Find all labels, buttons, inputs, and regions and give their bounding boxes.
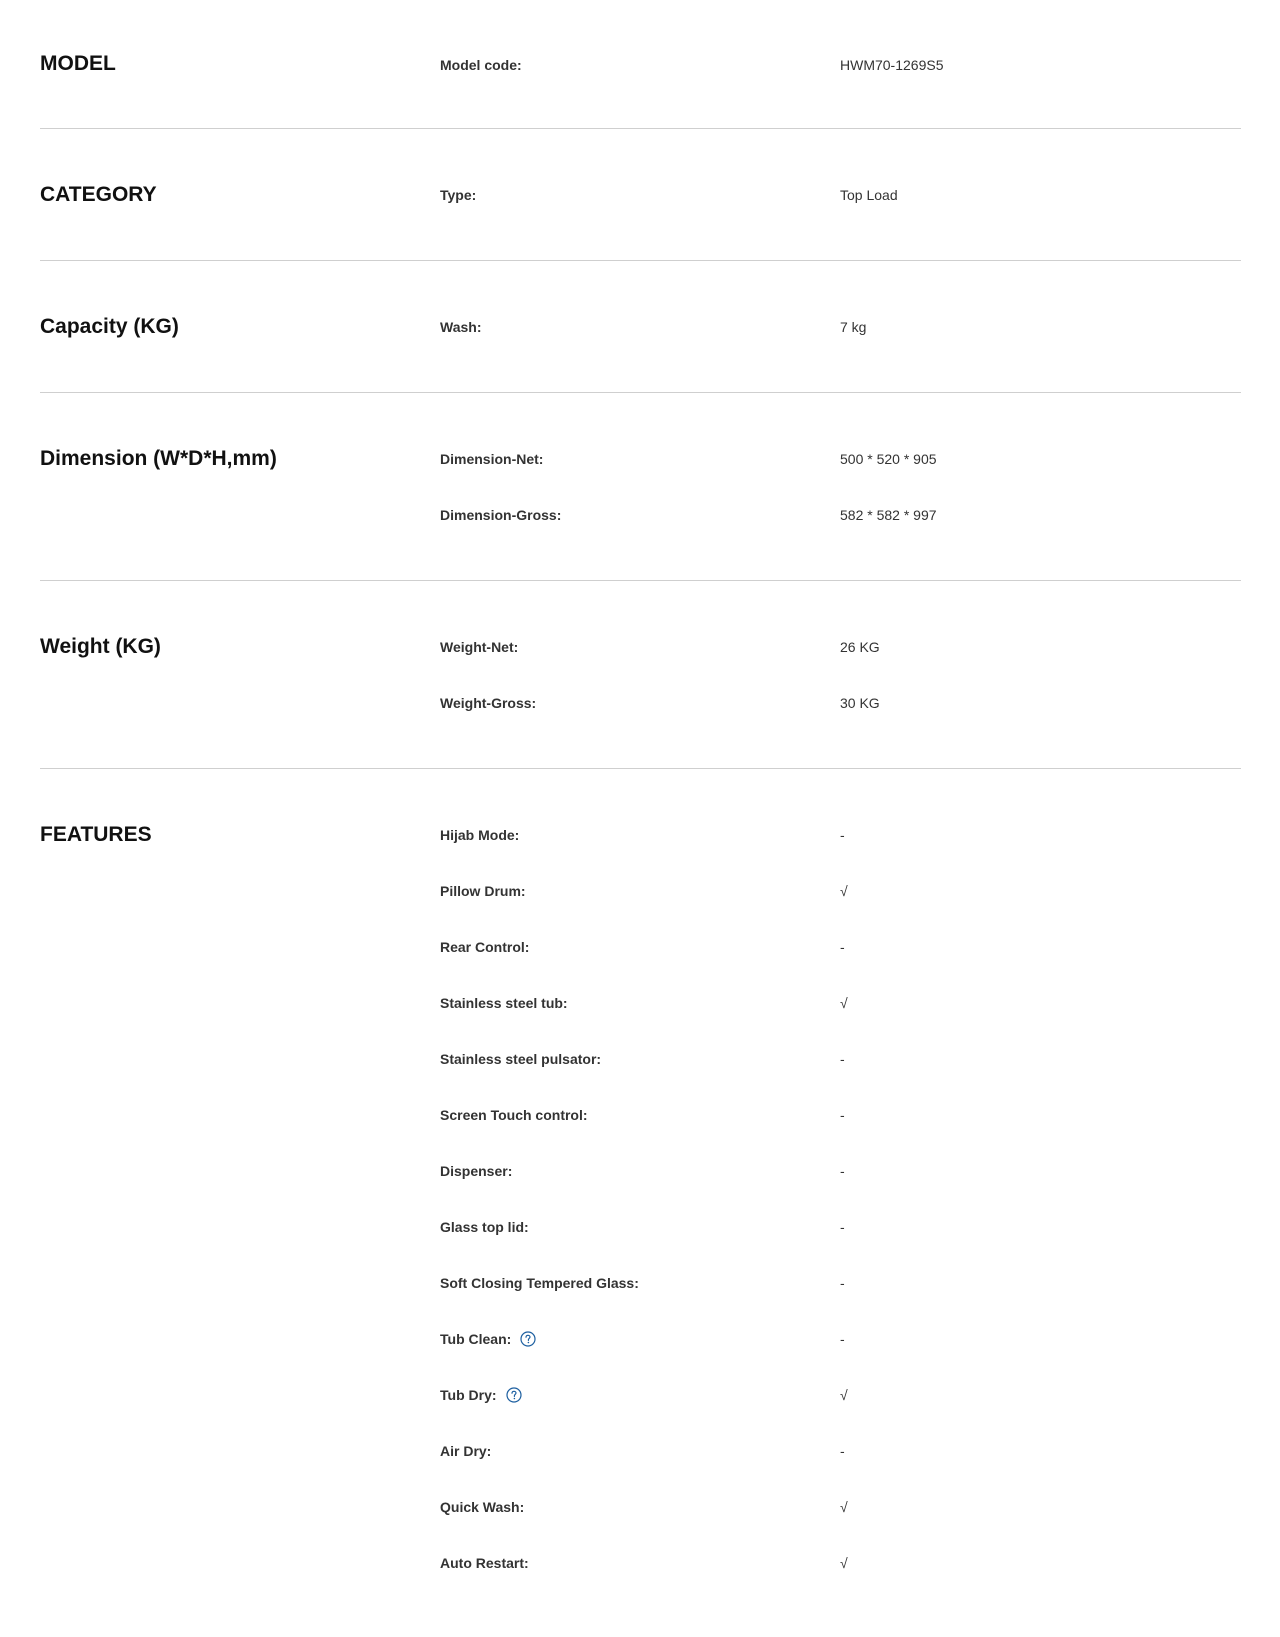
section-title: CATEGORY (40, 183, 157, 206)
section-title: Weight (KG) (40, 635, 161, 658)
spec-label: Model code: (440, 57, 522, 73)
spec-section-features (40, 769, 1241, 1637)
spec-value: - (840, 1275, 845, 1291)
spec-value: - (840, 1443, 845, 1459)
spec-label: Auto Restart: (440, 1555, 529, 1571)
spec-value: - (840, 1051, 845, 1067)
spec-value: 7 kg (840, 319, 867, 335)
spec-row (440, 931, 1241, 987)
spec-value: - (840, 1331, 845, 1347)
spec-label: Tub Dry: (440, 1387, 497, 1403)
spec-value: - (840, 939, 845, 955)
spec-label-with-help (440, 1323, 840, 1355)
spec-value: Top Load (840, 187, 898, 203)
spec-label: Stainless steel pulsator: (440, 1051, 602, 1067)
spec-label: Quick Wash: (440, 1499, 525, 1515)
spec-row (440, 1043, 1241, 1099)
spec-label: Dimension-Net: (440, 451, 544, 467)
spec-label: Weight-Gross: (440, 695, 537, 711)
section-title: Capacity (KG) (40, 315, 179, 338)
spec-value: - (840, 1163, 845, 1179)
spec-label: Tub Clean: (440, 1331, 512, 1347)
spec-label: Wash: (440, 319, 482, 335)
spec-row (440, 1379, 1241, 1435)
spec-value: - (840, 1107, 845, 1123)
spec-value: 26 KG (840, 639, 880, 655)
spec-row (440, 1211, 1241, 1267)
spec-row (440, 311, 1241, 367)
spec-value: 582 * 582 * 997 (840, 507, 937, 523)
spec-row (440, 49, 1241, 105)
spec-row (440, 987, 1241, 1043)
spec-value: 500 * 520 * 905 (840, 451, 937, 467)
spec-rows (440, 581, 1241, 768)
spec-row (440, 1099, 1241, 1155)
spec-label: Type: (440, 187, 477, 203)
spec-section-category (40, 129, 1241, 261)
spec-rows (440, 0, 1241, 128)
spec-row (440, 875, 1241, 931)
spec-label-with-help (440, 1379, 840, 1411)
spec-row (440, 1435, 1241, 1491)
section-title: FEATURES (40, 823, 152, 846)
spec-row (440, 687, 1241, 743)
spec-value: √ (840, 1387, 848, 1403)
spec-section-capacity (40, 261, 1241, 393)
spec-row (440, 631, 1241, 687)
spec-value: √ (840, 1555, 848, 1571)
question-circle-icon[interactable] (506, 1387, 522, 1403)
spec-row (440, 443, 1241, 499)
spec-label: Stainless steel tub: (440, 995, 568, 1011)
section-title: Dimension (W*D*H,mm) (40, 447, 277, 470)
question-circle-icon[interactable] (520, 1331, 536, 1347)
spec-row (440, 1491, 1241, 1547)
spec-value: HWM70-1269S5 (840, 57, 944, 73)
spec-rows (440, 129, 1241, 260)
spec-rows (440, 261, 1241, 392)
spec-section-weight (40, 581, 1241, 769)
spec-label: Dimension-Gross: (440, 507, 562, 523)
spec-value: √ (840, 1499, 848, 1515)
spec-value: - (840, 1219, 845, 1235)
spec-value: √ (840, 995, 848, 1011)
section-title: MODEL (40, 52, 116, 75)
spec-label: Rear Control: (440, 939, 530, 955)
spec-row (440, 499, 1241, 555)
spec-label: Pillow Drum: (440, 883, 526, 899)
spec-row (440, 1323, 1241, 1379)
spec-row (440, 819, 1241, 875)
spec-row (440, 1267, 1241, 1323)
spec-label: Air Dry: (440, 1443, 492, 1459)
spec-label: Glass top lid: (440, 1219, 529, 1235)
spec-label: Dispenser: (440, 1163, 513, 1179)
spec-label: Hijab Mode: (440, 827, 520, 843)
spec-table (40, 0, 1241, 1637)
spec-rows (440, 769, 1241, 1637)
spec-value: 30 KG (840, 695, 880, 711)
spec-row (440, 1547, 1241, 1603)
spec-rows (440, 393, 1241, 580)
spec-label: Screen Touch control: (440, 1107, 588, 1123)
spec-row (440, 179, 1241, 235)
spec-label: Soft Closing Tempered Glass: (440, 1275, 639, 1291)
spec-label: Weight-Net: (440, 639, 519, 655)
spec-value: √ (840, 883, 848, 899)
spec-row (440, 1155, 1241, 1211)
spec-section-model (40, 0, 1241, 129)
spec-value: - (840, 827, 845, 843)
spec-section-dimension (40, 393, 1241, 581)
